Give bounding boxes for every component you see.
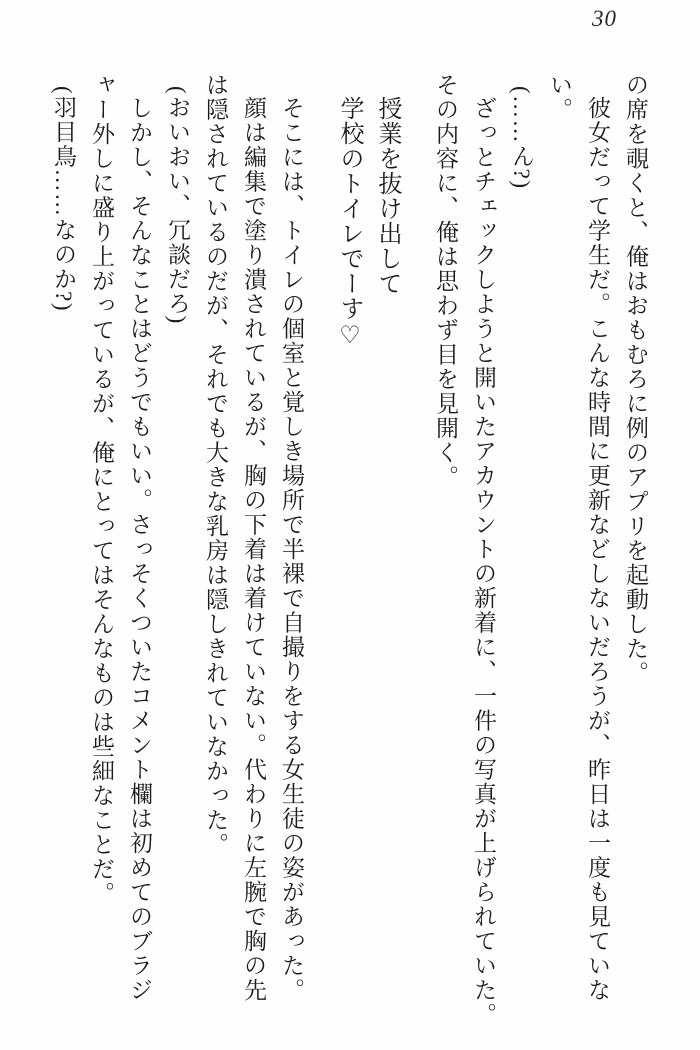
text-column-2: 彼女だって学生だ。こんな時間に更新などしないだろうが、昨日は一度も見ていな [585,96,610,1003]
text-column-1: の席を覗くと、俺はおもむろに例のアプリを起動した。 [623,73,648,686]
text-column-3: い。 [547,73,572,122]
text-column-6: その内容に、俺は思わず目を見開く。 [433,73,458,490]
text-column-4: (……ん?) [509,86,534,190]
text-column-9: そこには、トイレの個室と覚しき場所で半裸で自撮りをする女生徒の姿があった。 [279,96,304,1003]
text-columns [38,73,648,1035]
text-column-14: ャー外しに盛り上がっているが、俺にとってはそんなものは些細なことだ。 [89,73,114,906]
text-column-10: 顔は編集で塗り潰されているが、胸の下着は着けていない。代わりに左腕で胸の先 [241,96,266,1003]
quote-column-1: 授業を抜け出して [374,96,402,296]
text-column-13: しかし、そんなことはどうでもいい。さっそくついたコメント欄は初めてのブラジ [127,96,152,1003]
text-column-12: (おいおい、冗談だろ) [165,86,190,325]
text-column-15: (羽目鳥……なのか?) [51,86,76,313]
text-column-11: は隠されているのだが、それでも大きな乳房は隠しきれていなかった。 [203,73,228,857]
page-number: 30 [592,6,617,31]
text-column-5: ざっとチェックしようと開いたアカウントの新着に、一件の写真が上げられていた。 [471,96,496,1027]
quote-column-2: 学校のトイレでーす♡ [336,96,364,350]
